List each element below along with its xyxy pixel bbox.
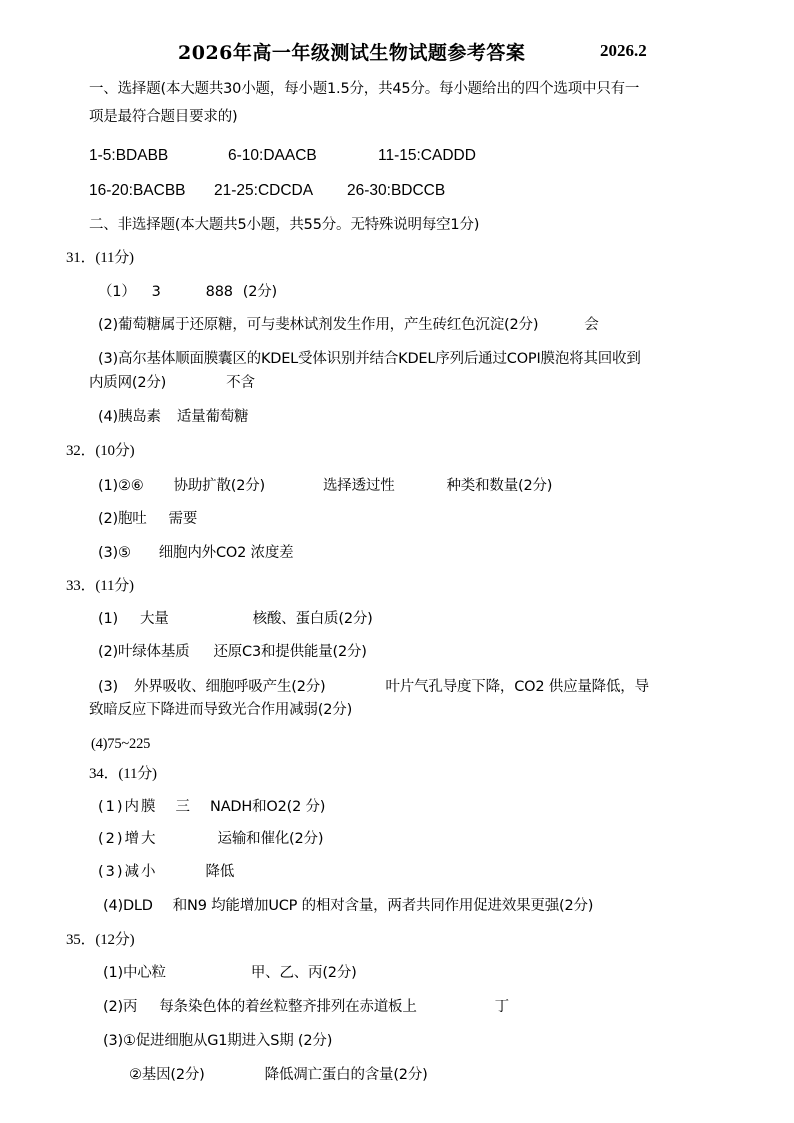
q35-l1-b: 甲、乙、丙(2分) — [250, 965, 357, 981]
q35-line3: (3)①促进细胞从G1期进入S期 (2分) — [103, 1033, 333, 1049]
q32-l1-a: (1)②⑥ — [98, 478, 144, 494]
q31-label: 31．(11分) — [66, 250, 134, 266]
q35-l1-a: (1)中心粒 — [103, 965, 166, 981]
q31-l3b-a: 内质网(2分) — [89, 375, 167, 391]
q34-line3 — [98, 863, 234, 881]
q33-line4: (4)75~225 — [91, 736, 151, 752]
q35-l2-a: (2)丙 — [103, 999, 138, 1015]
q35-line4 — [129, 1066, 428, 1084]
q33-label: 33．(11分) — [66, 578, 134, 594]
q31-line4 — [98, 408, 248, 426]
q32-l1-c: 选择透过性 — [323, 478, 395, 494]
q33-line3a — [98, 678, 649, 696]
q32-label: 32．(10分) — [66, 443, 135, 459]
answer-group-11-15: 11-15:CADDD — [378, 147, 476, 164]
answer-group-16-20: 16-20:BACBB — [89, 182, 186, 199]
q35-l2-b: 每条染色体的着丝粒整齐排列在赤道板上 — [159, 999, 417, 1015]
q31-l1-num: （1） — [98, 284, 136, 300]
q34-label: 34．(11分) — [89, 766, 157, 782]
q33-l3a-b: 叶片气孔导度下降，CO2 供应量降低，导 — [385, 679, 649, 695]
q34-line4 — [103, 897, 593, 915]
q34-l3-b: 降低 — [205, 864, 235, 880]
q32-l2-b: 需要 — [168, 511, 198, 527]
q31-l4-a: (4)胰岛素 — [98, 409, 161, 425]
answer-group-21-25: 21-25:CDCDA — [214, 182, 314, 199]
answer-group-26-30: 26-30:BDCCB — [347, 182, 446, 199]
q31-l1-b: 888 — [205, 284, 233, 300]
q34-l2-a: (2)增大 — [98, 831, 158, 847]
q33-l1-num: (1) — [98, 611, 118, 627]
q31-line2 — [98, 316, 599, 334]
section1-heading-line2: 项是最符合题目要求的) — [89, 109, 238, 125]
q33-l2-a: (2)叶绿体基质 — [98, 644, 190, 660]
q34-l4-a: (4)DLD — [103, 898, 153, 914]
q31-l3b-b: 不含 — [226, 375, 255, 391]
q34-l3-a: (3)减小 — [98, 864, 158, 880]
q35-l2-c: 丁 — [494, 999, 509, 1015]
q33-l1-b: 核酸、蛋白质(2分) — [252, 611, 373, 627]
q32-l1-d: 种类和数量(2分) — [446, 478, 553, 494]
q33-line2 — [98, 643, 367, 661]
exam-date: 2026.2 — [600, 41, 647, 60]
section1-heading-line1: 一、选择题(本大题共30小题，每小题1.5分，共45分。每小题给出的四个选项中只有一 — [89, 81, 640, 97]
q32-l3-b: 细胞内外CO2 浓度差 — [158, 545, 294, 561]
q35-label: 35．(12分) — [66, 932, 135, 948]
q32-l1-b: 协助扩散(2分) — [173, 478, 265, 494]
q35-line2 — [103, 998, 509, 1016]
q33-l3a-a: 外界吸收、细胞呼吸产生(2分) — [133, 679, 326, 695]
q34-l1-b: 三 — [175, 799, 193, 815]
q34-l1-c: NADH和O2(2 分) — [210, 799, 326, 815]
q32-line3 — [98, 544, 293, 562]
q33-l1-a: 大量 — [139, 611, 169, 627]
q31-line1 — [98, 283, 277, 301]
q31-l2-a: (2)葡萄糖属于还原糖，可与斐林试剂发生作用，产生砖红色沉淀(2分) — [98, 317, 539, 333]
q35-l4-b: 降低凋亡蛋白的含量(2分) — [264, 1067, 428, 1083]
q34-line2 — [98, 830, 323, 848]
q33-l2-b: 还原C3和提供能量(2分) — [213, 644, 367, 660]
q35-line1 — [103, 964, 357, 982]
q31-line3b — [89, 374, 255, 392]
answer-group-1-5: 1-5:BDABB — [89, 147, 169, 164]
q34-l1-a: (1)内膜 — [98, 799, 158, 815]
q32-l3-a: (3)⑤ — [98, 545, 131, 561]
q31-l4-b: 适量葡萄糖 — [176, 409, 249, 425]
q32-l2-a: (2)胞吐 — [98, 511, 147, 527]
page-title: 2026年高一年级测试生物试题参考答案 — [178, 42, 526, 64]
q31-l1-score: (2分) — [242, 284, 277, 300]
q34-l2-b: 运输和催化(2分) — [217, 831, 324, 847]
q35-l4-a: ②基因(2分) — [129, 1067, 205, 1083]
q33-line1 — [98, 610, 373, 628]
q32-line2 — [98, 510, 197, 528]
q34-l4-b: 和N9 均能增加UCP 的相对含量，两者共同作用促进效果更强(2分) — [172, 898, 594, 914]
answer-group-6-10: 6-10:DAACB — [228, 147, 317, 164]
q31-line3a: (3)高尔基体顺面膜囊区的KDEL受体识别并结合KDEL序列后通过COPI膜泡将其回收到 — [98, 351, 641, 367]
q33-line3b: 致暗反应下降进而导致光合作用减弱(2分) — [89, 702, 353, 718]
section2-heading: 二、非选择题(本大题共5小题，共55分。无特殊说明每空1分) — [89, 217, 480, 233]
q31-l1-a: 3 — [151, 284, 161, 300]
q34-line1 — [98, 798, 325, 816]
q32-line1 — [98, 477, 552, 495]
q31-l2-b: 会 — [584, 317, 599, 333]
q33-l3a-num: (3) — [98, 679, 118, 695]
